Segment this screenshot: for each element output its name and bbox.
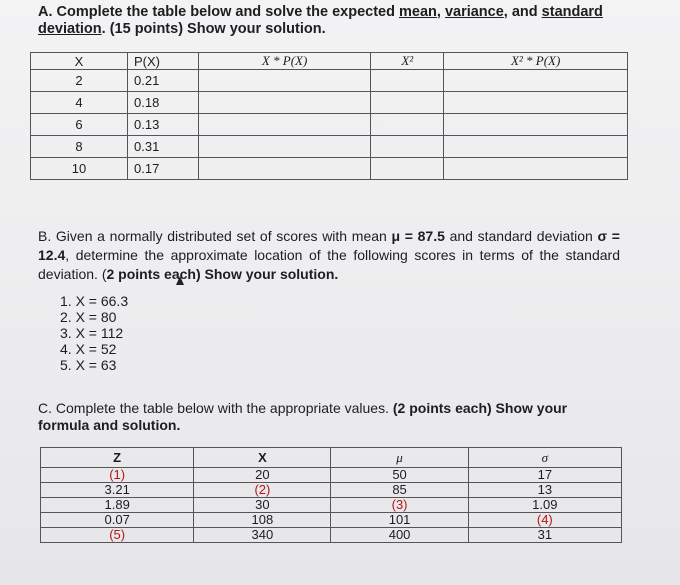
list-item: 3. X = 112 — [60, 325, 124, 341]
sd-value: σ = 12.4 — [38, 228, 620, 263]
section-c-text: C. Complete the table below with the appropriate values. — [38, 400, 393, 416]
section-a-instructions — [38, 4, 638, 38]
cell-mu: 50 — [331, 468, 468, 483]
cell-blank — [444, 114, 628, 136]
cell-blank — [444, 92, 628, 114]
cell-sigma: 13 — [468, 483, 621, 498]
z-score-table — [40, 447, 622, 543]
table-header-row — [31, 53, 628, 70]
list-item: 2. X = 80 — [60, 309, 117, 325]
cell-mu: 85 — [331, 483, 468, 498]
cell-sigma: 17 — [468, 468, 621, 483]
list-item: 4. X = 52 — [60, 341, 117, 357]
probability-table — [30, 52, 628, 180]
separator: , — [436, 4, 445, 20]
list-item: 1. X = 66.3 — [60, 293, 129, 309]
cell-sigma: (4) — [468, 513, 621, 528]
section-b-text: B. Given a normally distributed set of scores with mean — [38, 228, 392, 244]
cell-z: (1) — [41, 468, 194, 483]
cell-mu: (3) — [331, 498, 468, 513]
separator: , and — [503, 4, 542, 20]
cell-z: 3.21 — [41, 483, 194, 498]
cell-x: 2 — [31, 70, 128, 92]
cell-blank — [371, 114, 444, 136]
list-item: 5. X = 63 — [60, 357, 117, 373]
cell-z: (5) — [41, 528, 194, 543]
cell-blank — [371, 92, 444, 114]
cell-mu: 101 — [331, 513, 468, 528]
cell-blank — [199, 136, 371, 158]
table-row — [31, 70, 628, 92]
cell-blank — [371, 158, 444, 180]
section-b-text: and standard deviation — [444, 228, 598, 244]
cell-blank — [371, 70, 444, 92]
table-header-row — [41, 448, 622, 468]
cell-blank — [444, 136, 628, 158]
mean-term: mean — [398, 4, 437, 20]
score-list — [60, 293, 128, 373]
cell-blank — [371, 136, 444, 158]
mean-value: μ = 87.5 — [391, 228, 445, 244]
cell-sigma: 31 — [468, 528, 621, 543]
header-x: X — [31, 53, 128, 70]
cell-x: 108 — [194, 513, 331, 528]
section-b-instructions — [38, 227, 620, 284]
header-x: X — [194, 448, 331, 468]
table-row — [41, 528, 622, 543]
table-row — [41, 483, 622, 498]
table-row — [31, 136, 628, 158]
cell-blank — [199, 92, 371, 114]
cell-x: (2) — [194, 483, 331, 498]
variance-term: variance — [444, 4, 504, 20]
cell-mu: 400 — [331, 528, 468, 543]
cell-z: 0.07 — [41, 513, 194, 528]
mouse-cursor-icon — [176, 276, 184, 285]
table-row — [31, 114, 628, 136]
section-c-instructions — [38, 400, 620, 434]
cell-x: 8 — [31, 136, 128, 158]
cell-px: 0.18 — [128, 92, 199, 114]
table-row — [41, 468, 622, 483]
cell-blank — [199, 70, 371, 92]
section-a-points: . (15 points) Show your solution. — [101, 21, 326, 37]
cell-blank — [199, 114, 371, 136]
cell-px: 0.31 — [128, 136, 199, 158]
header-mu: μ — [331, 448, 468, 468]
table-row — [41, 498, 622, 513]
cell-z: 1.89 — [41, 498, 194, 513]
table-row — [31, 158, 628, 180]
cell-x: 20 — [194, 468, 331, 483]
section-a-text: A. Complete the table below and solve the expected — [38, 4, 399, 20]
section-b-points: 2 points each) Show your solution. — [106, 266, 339, 282]
header-x-times-px: X * P(X) — [199, 53, 371, 70]
header-x-squared: X² — [371, 53, 444, 70]
cell-x: 10 — [31, 158, 128, 180]
cell-blank — [444, 70, 628, 92]
cell-px: 0.13 — [128, 114, 199, 136]
cell-blank — [444, 158, 628, 180]
header-x-squared-times-px: X² * P(X) — [444, 53, 628, 70]
standard-term: standard — [541, 4, 603, 20]
table-row — [41, 513, 622, 528]
header-px: P(X) — [128, 53, 199, 70]
cell-blank — [199, 158, 371, 180]
section-c-points: (2 points each) Show your formula and solution. — [38, 400, 568, 433]
cell-px: 0.21 — [128, 70, 199, 92]
deviation-term: deviation — [38, 21, 102, 37]
cell-sigma: 1.09 — [468, 498, 621, 513]
header-sigma: σ — [468, 448, 621, 468]
cell-x: 6 — [31, 114, 128, 136]
cell-px: 0.17 — [128, 158, 199, 180]
section-b-text: , determine the approximate location of the following scores in terms of the standard deviation. ( — [38, 247, 620, 282]
table-row — [31, 92, 628, 114]
cell-x: 4 — [31, 92, 128, 114]
cell-x: 340 — [194, 528, 331, 543]
header-z: Z — [41, 448, 194, 468]
cell-x: 30 — [194, 498, 331, 513]
